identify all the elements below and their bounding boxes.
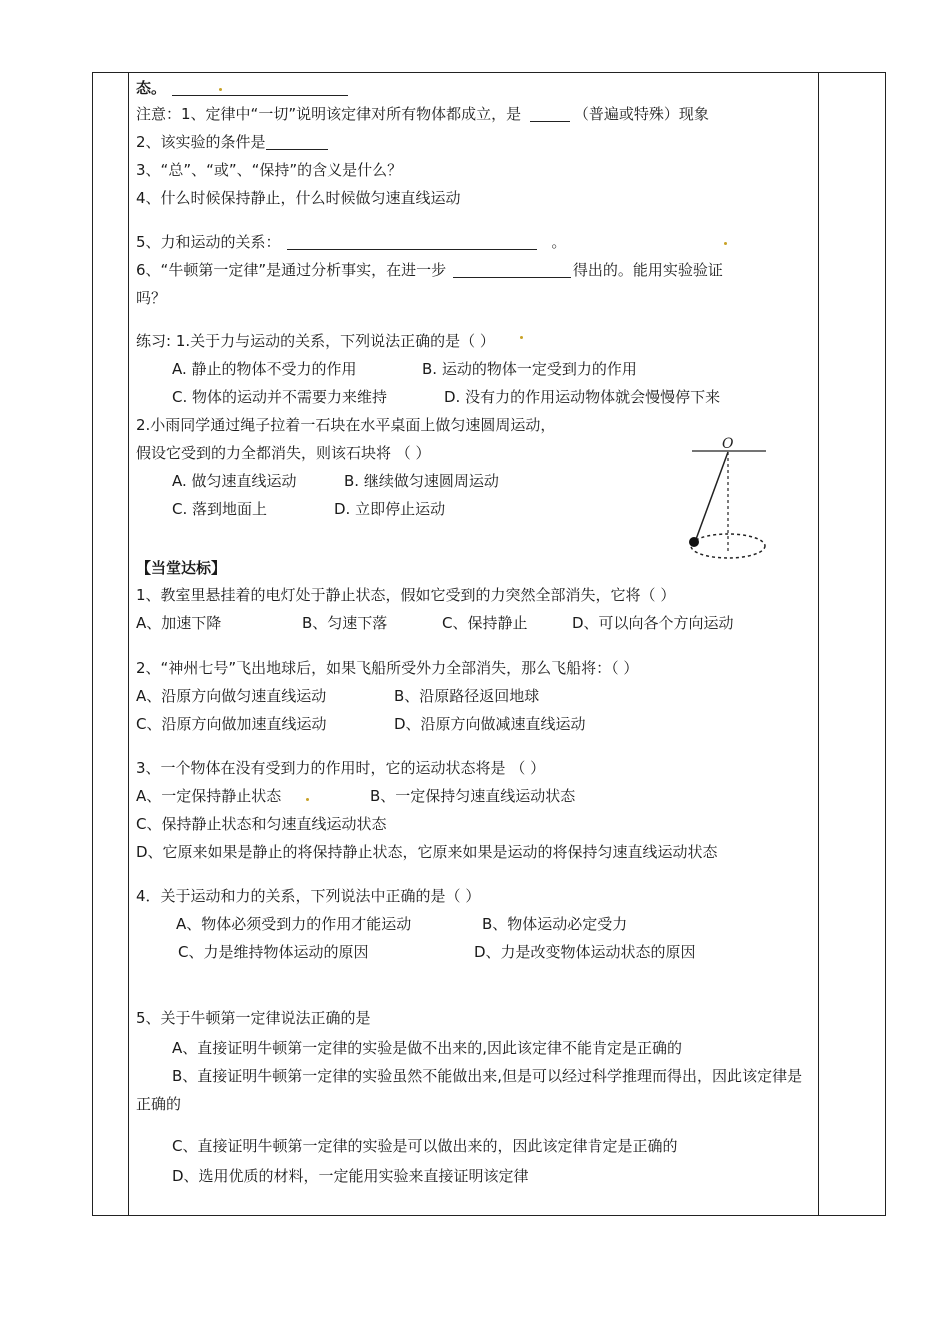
note-4: 4、什么时候保持静止，什么时候做匀速直线运动 (136, 189, 461, 207)
practice-q1: 练习: 1.关于力与运动的关系，下列说法正确的是（ ） (136, 332, 495, 350)
option-b[interactable]: B、一定保持匀速直线运动状态 (370, 787, 576, 805)
option-c[interactable]: C. 物体的运动并不需要力来维持 (172, 388, 388, 406)
section-title: 【当堂达标】 (136, 559, 227, 577)
scan-artifact (520, 336, 523, 339)
option-d[interactable]: D. 没有力的作用运动物体就会慢慢停下来 (444, 388, 721, 406)
answer-blank[interactable] (287, 233, 537, 250)
option-c[interactable]: C、沿原方向做加速直线运动 (136, 715, 327, 733)
exercise-5-option-d[interactable]: D、选用优质的材料，一定能用实验来直接证明该定律 (172, 1167, 529, 1185)
note-1: 注意：1、定律中“一切”说明该定律对所有物体都成立，是 （普遍或特殊）现象 (136, 105, 709, 123)
exercise-1-options (136, 609, 734, 637)
note-5: 5、力和运动的关系： 。 (136, 233, 567, 251)
option-d[interactable]: D、可以向各个方向运动 (572, 614, 734, 632)
option-c[interactable]: C、保持静止 (442, 614, 528, 632)
table-column-divider-left (128, 72, 129, 1216)
exercise-3-option-c[interactable]: C、保持静止状态和匀速直线运动状态 (136, 815, 387, 833)
note-3: 3、“总”、“或”、“保持”的含义是什么？ (136, 161, 403, 179)
circular-motion-figure (674, 430, 774, 570)
practice-q2-options-ab (172, 467, 499, 495)
option-b[interactable]: B、匀速下落 (302, 614, 388, 632)
figure-stone (689, 537, 699, 547)
option-a[interactable]: A、沿原方向做匀速直线运动 (136, 687, 327, 705)
exercise-4: 4．关于运动和力的关系，下列说法中正确的是（ ） (136, 887, 481, 905)
exercise-5-option-b[interactable]: B、直接证明牛顿第一定律的实验虽然不能做出来,但是可以经过科学推理而得出，因此该定律是正确的 (136, 1067, 803, 1113)
option-d[interactable]: D、力是改变物体运动状态的原因 (474, 943, 696, 961)
option-a[interactable]: A. 做匀速直线运动 (172, 472, 297, 490)
exercise-2-options-ab (136, 682, 539, 710)
answer-blank[interactable] (266, 133, 328, 150)
figure-label-o: O (722, 436, 734, 452)
option-c[interactable]: C、力是维持物体运动的原因 (178, 943, 369, 961)
table-column-divider-right (818, 72, 819, 1216)
exercise-3-options-ab (136, 782, 575, 810)
option-a[interactable]: A、加速下降 (136, 614, 222, 632)
practice-q2-options-cd (172, 495, 445, 523)
exercise-1: 1、教室里悬挂着的电灯处于静止状态，假如它受到的力突然全部消失，它将（ ） (136, 586, 676, 604)
exercise-2-options-cd (136, 710, 586, 738)
option-b[interactable]: B、物体运动必定受力 (482, 915, 628, 933)
option-a[interactable]: A. 静止的物体不受力的作用 (172, 360, 357, 378)
exercise-3: 3、一个物体在没有受到力的作用时，它的运动状态将是 （ ） (136, 759, 546, 777)
option-a[interactable]: A、一定保持静止状态 (136, 787, 282, 805)
exercise-3-option-d[interactable]: D、它原来如果是静止的将保持静止状态，它原来如果是运动的将保持匀速直线运动状态 (136, 843, 718, 861)
note-6-continued: 吗？ (136, 289, 167, 307)
option-b[interactable]: B、沿原路径返回地球 (394, 687, 540, 705)
practice-q2-line1: 2.小雨同学通过绳子拉着一石块在水平桌面上做匀速圆周运动， (136, 416, 556, 434)
header-line: 态。 (136, 74, 348, 102)
exercise-5: 5、关于牛顿第一定律说法正确的是 (136, 1009, 371, 1027)
exercise-4-options-ab (176, 910, 627, 938)
option-b[interactable]: B. 运动的物体一定受到力的作用 (422, 360, 637, 378)
option-d[interactable]: D. 立即停止运动 (334, 500, 446, 518)
answer-blank[interactable] (530, 105, 570, 122)
scan-artifact (724, 242, 727, 245)
scan-artifact (219, 88, 222, 91)
note-2: 2、该实验的条件是 (136, 128, 328, 156)
figure-string (695, 452, 728, 542)
practice-q1-options-ab (172, 355, 637, 383)
answer-blank[interactable] (453, 261, 571, 278)
practice-q1-options-cd (172, 383, 720, 411)
scan-artifact (306, 798, 309, 801)
exercise-5-option-c[interactable]: C、直接证明牛顿第一定律的实验是可以做出来的，因此该定律肯定是正确的 (172, 1137, 678, 1155)
option-d[interactable]: D、沿原方向做减速直线运动 (394, 715, 586, 733)
practice-q2-line2: 假设它受到的力全都消失，则该石块将 （ ） (136, 444, 431, 462)
exercise-2: 2、“神州七号”飞出地球后，如果飞船所受外力全部消失，那么飞船将：（ ） (136, 659, 639, 677)
option-c[interactable]: C. 落到地面上 (172, 500, 268, 518)
answer-blank[interactable] (172, 79, 348, 96)
exercise-5-option-a[interactable]: A、直接证明牛顿第一定律的实验是做不出来的,因此该定律不能肯定是正确的 (172, 1039, 683, 1057)
exercise-4-options-cd (178, 938, 696, 966)
option-a[interactable]: A、物体必须受到力的作用才能运动 (176, 915, 412, 933)
note-6: 6、“牛顿第一定律”是通过分析事实，在进一步 得出的。能用实验验证 (136, 261, 723, 279)
option-b[interactable]: B. 继续做匀速圆周运动 (344, 472, 499, 490)
